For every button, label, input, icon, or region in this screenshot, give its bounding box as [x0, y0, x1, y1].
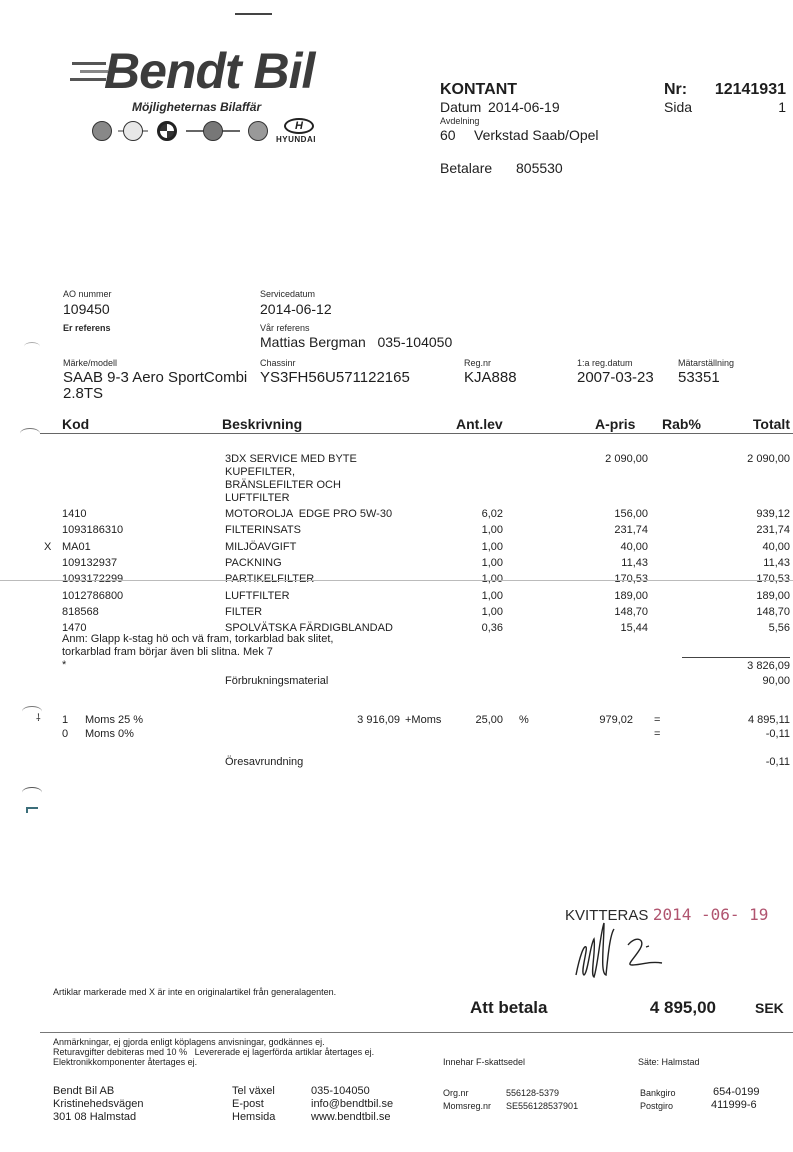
sida-value: 1 [778, 99, 786, 115]
logo-slogan: Möjligheternas Bilaffär [132, 100, 262, 114]
row-beskrivning: FILTER [225, 605, 263, 618]
row-apris: 189,00 [614, 589, 648, 602]
service-desc: LUFTFILTER [225, 492, 290, 504]
company-name: Bendt Bil AB [53, 1085, 115, 1097]
row-beskrivning: LUFTFILTER [225, 589, 290, 602]
sida-label: Sida [664, 99, 693, 115]
row-totalt: 148,70 [756, 605, 790, 618]
note-line-1: Anm: Glapp k-stag hö och vä fram, torkarblad bak slitet, [62, 633, 334, 645]
col-header-beskrivning: Beskrivning [222, 416, 303, 432]
saab-icon [92, 121, 112, 141]
oresavrundning-label: Öresavrundning [225, 756, 304, 768]
row-apris: 148,70 [614, 605, 648, 618]
marke-value-2: 2.8TS [63, 385, 104, 402]
hyundai-icon: H [284, 118, 314, 134]
betalare-label: Betalare [440, 160, 493, 176]
row-kod: MA01 [62, 540, 91, 553]
row-beskrivning: PACKNING [225, 556, 282, 569]
row-beskrivning: SPOLVÄTSKA FÄRDIGBLANDAD [225, 622, 393, 635]
punch-mark [26, 807, 38, 813]
doc-type: KONTANT [440, 81, 518, 98]
postgiro-label: Postgiro [640, 1101, 674, 1111]
row-totalt: 40,00 [762, 540, 790, 553]
terms-line: Anmärkningar, ej gjorda enligt köplagens anvisningar, godkännes ej. [53, 1037, 325, 1047]
footer-divider [40, 1032, 793, 1033]
vat-eq: = [654, 714, 661, 726]
row-antlev: 1,00 [481, 540, 503, 553]
vat-code: 0 [62, 728, 69, 740]
regdatum-label: 1:a reg.datum [577, 358, 633, 368]
chevrolet-icon [248, 121, 268, 141]
subtotal: 3 826,09 [747, 660, 790, 672]
tel-value: 035-104050 [311, 1085, 370, 1097]
mini-icon [203, 121, 223, 141]
terms-line: Elektronikkomponenter återtages ej. [53, 1057, 198, 1067]
row-antlev: 1,00 [481, 605, 503, 618]
att-betala-amount: 4 895,00 [649, 998, 716, 1017]
sate: Säte: Halmstad [638, 1057, 700, 1067]
service-totalt: 2 090,00 [747, 453, 790, 465]
service-desc: 3DX SERVICE MED BYTE [225, 453, 357, 465]
att-betala-currency: SEK [755, 1000, 784, 1016]
service-desc: KUPEFILTER, [225, 466, 296, 478]
row-antlev: 6,02 [481, 508, 503, 520]
avdelning-label: Avdelning [440, 116, 480, 126]
col-header-totalt: Totalt [752, 416, 790, 432]
vat-plus: +Moms [405, 714, 442, 726]
punch-mark [20, 428, 40, 439]
row-apris: 11,43 [621, 556, 648, 569]
chassinr-label: Chassinr [260, 358, 296, 368]
datum-label: Datum [440, 99, 482, 115]
subtotal-divider [682, 657, 790, 658]
row-beskrivning: MILJÖAVGIFT [225, 540, 297, 553]
row-totalt: 939,12 [756, 508, 790, 520]
row-kod: 1093186310 [62, 524, 124, 537]
oresavrundning-value: -0,11 [765, 756, 790, 768]
scan-mark [235, 13, 272, 15]
vat-total: -0,11 [765, 728, 790, 740]
orgnr-value: 556128-5379 [506, 1088, 560, 1098]
note-line-2: torkarblad fram börjar även bli slitna. Mek 7 [62, 646, 273, 658]
scan-artifact-line [0, 580, 793, 581]
regnr-value: KJA888 [464, 369, 517, 386]
bankgiro-label: Bankgiro [640, 1088, 676, 1098]
vat-code: 1 [62, 714, 69, 726]
row-totalt: 5,56 [768, 622, 790, 635]
company-city: 301 08 Halmstad [53, 1111, 137, 1123]
betalare-value: 805530 [516, 160, 563, 176]
row-totalt: 231,74 [756, 524, 790, 537]
col-header-apris: A-pris [595, 416, 636, 432]
avdelning-code: 60 [440, 127, 456, 143]
vat-pct: % [519, 714, 529, 726]
nr-label: Nr: [664, 81, 688, 98]
epost-label: E-post [232, 1098, 264, 1110]
ao-label: AO nummer [63, 289, 112, 299]
service-desc: BRÄNSLEFILTER OCH [225, 479, 341, 491]
var-referens-value: Mattias Bergman 035-104050 [260, 334, 453, 350]
vat-total: 4 895,11 [747, 714, 790, 726]
var-referens-label: Vår referens [260, 323, 310, 333]
regdatum-value: 2007-03-23 [577, 369, 654, 386]
row-kod: 1410 [62, 508, 87, 520]
x-marking-note: Artiklar markerade med X är inte en originalartikel från generalagenten. [53, 987, 337, 997]
terms-line: Returavgifter debiteras med 10 % Levererade ej lagerförda artiklar återtages ej. [53, 1047, 375, 1057]
row-totalt: 189,00 [756, 589, 790, 602]
row-apris: 40,00 [620, 540, 648, 553]
opel-icon [123, 121, 143, 141]
vat-amount: 979,02 [599, 714, 633, 726]
margin-tick-mark: ⸸ [36, 713, 41, 724]
ao-value: 109450 [63, 301, 110, 317]
row-kod: 1012786800 [62, 589, 124, 602]
regnr-label: Reg.nr [464, 358, 492, 368]
servicedatum-value: 2014-06-12 [260, 301, 332, 317]
punch-mark [22, 787, 42, 798]
row-kod: 109132937 [62, 556, 118, 569]
row-beskrivning: FILTERINSATS [225, 524, 301, 537]
kvitteras-label: KVITTERAS [565, 907, 649, 924]
row-antlev: 0,36 [481, 622, 503, 635]
hyundai-label: HYUNDAI [276, 135, 316, 144]
row-apris: 231,74 [614, 524, 648, 537]
col-header-rab: Rab% [662, 416, 701, 432]
vat-label: Moms 0% [85, 728, 134, 740]
forbrukning-value: 90,00 [762, 675, 790, 687]
servicedatum-label: Servicedatum [260, 289, 316, 299]
datum-value: 2014-06-19 [488, 99, 560, 115]
chassinr-value: YS3FH56U571122165 [260, 369, 410, 386]
momsreg-label: Momsreg.nr [443, 1101, 492, 1111]
momsreg-value: SE556128537901 [506, 1101, 579, 1111]
logo-wordmark: Bendt Bil [104, 43, 315, 99]
bankgiro-value: 654-0199 [713, 1086, 760, 1098]
punch-mark [24, 342, 40, 351]
postgiro-value: 411999-6 [711, 1099, 757, 1111]
f-skatt: Innehar F-skattsedel [443, 1057, 526, 1067]
row-kod: 1470 [62, 622, 87, 635]
orgnr-label: Org.nr [443, 1088, 469, 1098]
marke-label: Märke/modell [63, 358, 118, 368]
matar-label: Mätarställning [678, 358, 735, 368]
epost-value: info@bendtbil.se [311, 1098, 394, 1110]
avdelning-name: Verkstad Saab/Opel [474, 127, 599, 143]
row-antlev: 1,00 [481, 524, 503, 537]
header-divider [40, 433, 793, 434]
vat-label: Moms 25 % [85, 714, 144, 726]
row-apris: 15,44 [620, 622, 648, 635]
service-apris: 2 090,00 [605, 453, 648, 465]
row-kod: 818568 [62, 605, 99, 618]
tel-label: Tel växel [232, 1085, 275, 1097]
row-antlev: 1,00 [481, 589, 503, 602]
vat-eq: = [654, 728, 661, 740]
matar-value: 53351 [678, 369, 720, 386]
company-street: Kristinehedsvägen [53, 1098, 144, 1110]
row-mark: X [44, 540, 52, 553]
invoice-number: 12141931 [714, 81, 786, 98]
col-header-kod: Kod [62, 416, 90, 432]
signature [566, 915, 676, 985]
bmw-icon [157, 121, 177, 141]
col-header-antlev: Ant.lev [456, 416, 503, 432]
hemsida-label: Hemsida [232, 1111, 276, 1123]
vat-rate: 25,00 [475, 714, 503, 726]
vat-base: 3 916,09 [357, 714, 400, 726]
row-antlev: 1,00 [481, 556, 503, 569]
logo-stripe [70, 78, 106, 81]
att-betala-label: Att betala [470, 998, 548, 1017]
row-apris: 156,00 [614, 508, 648, 520]
hemsida-value: www.bendtbil.se [311, 1111, 391, 1123]
stamp-date: 2014 -06- 19 [652, 905, 769, 924]
logo-stripe [72, 62, 106, 65]
row-totalt: 11,43 [763, 556, 790, 569]
marke-value: SAAB 9-3 Aero SportCombi [63, 369, 248, 386]
row-beskrivning: MOTOROLJA EDGE PRO 5W-30 [225, 508, 393, 520]
er-referens-label: Er referens [63, 323, 111, 333]
note-star: * [62, 659, 67, 671]
forbrukning-label: Förbrukningsmaterial [225, 675, 329, 687]
